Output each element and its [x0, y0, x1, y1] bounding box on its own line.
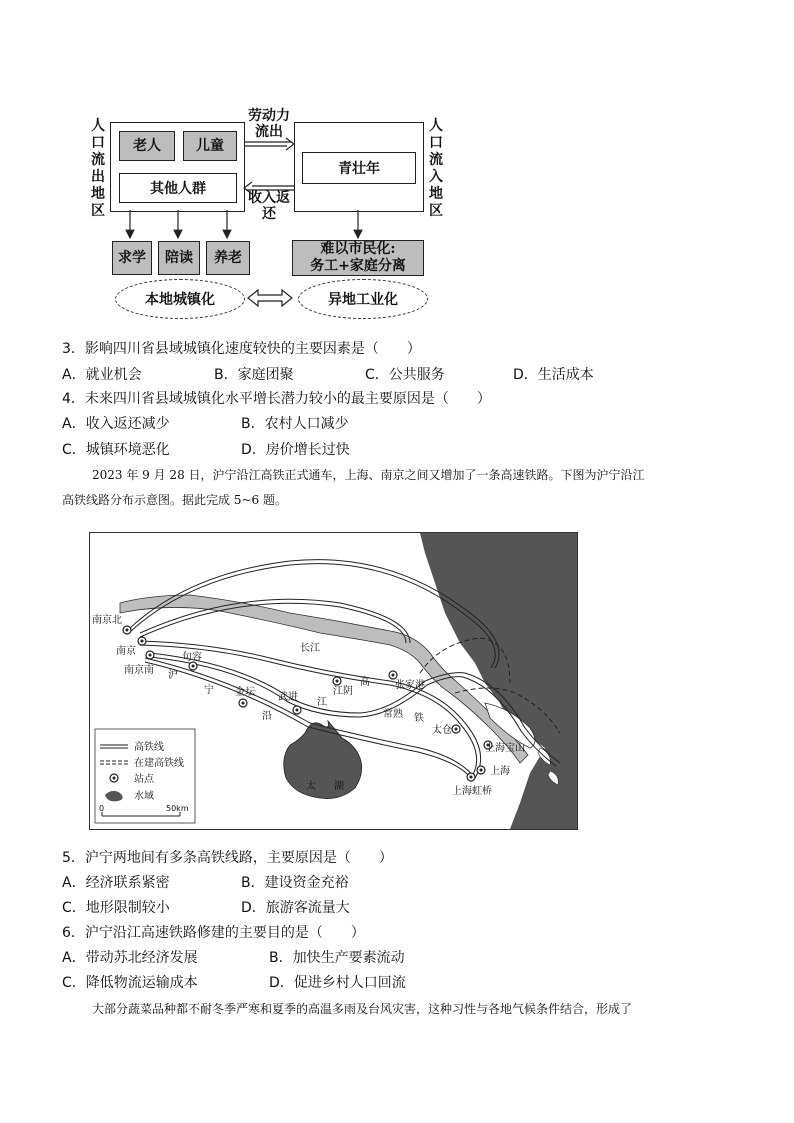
route-char-2: 宁 — [204, 685, 214, 696]
difficulty-box — [292, 240, 424, 276]
lake-label-2: 湖 — [334, 781, 344, 792]
label-wujin: 武进 — [278, 692, 298, 703]
q4-option-b: B．农村人口减少 — [241, 416, 349, 432]
label-jiangyin: 江阴 — [333, 686, 353, 697]
lake-label-1: 太 — [306, 781, 316, 792]
railway-map-svg — [90, 533, 577, 829]
q6-option-d: D．促进乡村人口回流 — [269, 975, 406, 991]
q4-option-a: A．收入返还减少 — [62, 416, 170, 432]
accompany-box: 陪读 — [158, 241, 200, 275]
study-box: 求学 — [112, 241, 152, 275]
difficulty-line2: 务工+家庭分离 — [310, 258, 406, 274]
intro-line-1: 2023 年 9 月 28 日，沪宁沿江高铁正式通车，上海、南京之间又增加了一条高速铁路。下图为沪宁沿江 — [92, 468, 645, 482]
map-legend — [95, 729, 195, 823]
q5-stem: 5．沪宁两地间有多条高铁线路，主要原因是（ ） — [62, 850, 393, 866]
q6-option-a: A．带动苏北经济发展 — [62, 950, 198, 966]
q3-option-d: D．生活成本 — [513, 367, 594, 383]
right-region-label: 人口流入地区 — [429, 118, 443, 219]
route-char-5: 高 — [360, 677, 370, 688]
label-jintan: 金坛 — [235, 687, 255, 698]
label-nanjing-north: 南京北 — [92, 615, 122, 626]
tail-line-1: 大部分蔬菜品种都不耐冬季严寒和夏季的高温多雨及台风灾害，这种习性与各地气候条件结合，形成了 — [92, 1002, 633, 1016]
legend-water: 水域 — [134, 791, 154, 802]
q6-option-b: B．加快生产要素流动 — [269, 950, 405, 966]
q3-option-a: A．就业机会 — [62, 367, 142, 383]
q5-option-a: A．经济联系紧密 — [62, 875, 170, 891]
legend-station: 站点 — [134, 774, 154, 785]
others-box: 其他人群 — [119, 173, 237, 203]
children-box: 儿童 — [183, 131, 237, 161]
q5-option-c: C．地形限制较小 — [62, 900, 170, 916]
legend-hsr: 高铁线 — [134, 742, 164, 753]
q6-option-c: C．降低物流运输成本 — [62, 975, 198, 991]
label-changshu: 常熟 — [383, 709, 403, 720]
route-char-1: 沪 — [168, 670, 178, 681]
q4-stem: 4．未来四川省县域城镇化水平增长潜力较小的最主要原因是（ ） — [62, 391, 491, 407]
q6-stem: 6．沪宁沿江高速铁路修建的主要目的是（ ） — [62, 925, 365, 941]
railway-map — [89, 532, 578, 830]
q4-option-c: C．城镇环境恶化 — [62, 442, 170, 458]
elderly-box: 老人 — [119, 131, 175, 161]
local-urbanization-ellipse: 本地城镇化 — [115, 279, 245, 319]
label-nanjing-south: 南京南 — [124, 665, 154, 676]
q4-option-d: D．房价增长过快 — [241, 442, 350, 458]
difficulty-line1: 难以市民化: — [320, 241, 396, 257]
income-return-label: 收入返还 — [248, 190, 290, 222]
label-shanghai-baoshan: 上海宝山 — [485, 743, 525, 754]
scale-zero: 0 — [99, 804, 105, 813]
retire-box: 养老 — [206, 241, 250, 275]
route-char-6: 铁 — [414, 713, 424, 724]
label-nanjing: 南京 — [116, 646, 136, 657]
label-shanghai: 上海 — [490, 766, 510, 777]
river-label: 长江 — [300, 643, 320, 654]
scale-km: 50km — [166, 804, 189, 813]
label-zhangjiagang: 张家港 — [395, 680, 425, 691]
q3-option-c: C．公共服务 — [365, 367, 445, 383]
left-region-label: 人口流出地区 — [91, 118, 105, 219]
q3-stem: 3．影响四川省县域城镇化速度较快的主要因素是（ ） — [62, 341, 421, 357]
label-taicang: 太仓 — [432, 725, 452, 736]
labor-outflow-label: 劳动力流出 — [248, 108, 290, 140]
q3-option-b: B．家庭团聚 — [214, 367, 294, 383]
route-char-3: 沿 — [262, 711, 272, 722]
intro-line-2: 高铁线路分布示意图。据此完成 5~6 题。 — [62, 493, 287, 507]
label-jurong: 句容 — [182, 652, 202, 663]
route-char-4: 江 — [317, 697, 327, 708]
young-adults-box: 青壮年 — [302, 152, 416, 184]
legend-under-construction: 在建高铁线 — [134, 758, 184, 769]
remote-industrialization-ellipse: 异地工业化 — [298, 279, 428, 319]
q5-option-b: B．建设资金充裕 — [241, 875, 349, 891]
q5-option-d: D．旅游客流量大 — [241, 900, 350, 916]
label-shanghai-hongqiao: 上海虹桥 — [452, 786, 492, 797]
